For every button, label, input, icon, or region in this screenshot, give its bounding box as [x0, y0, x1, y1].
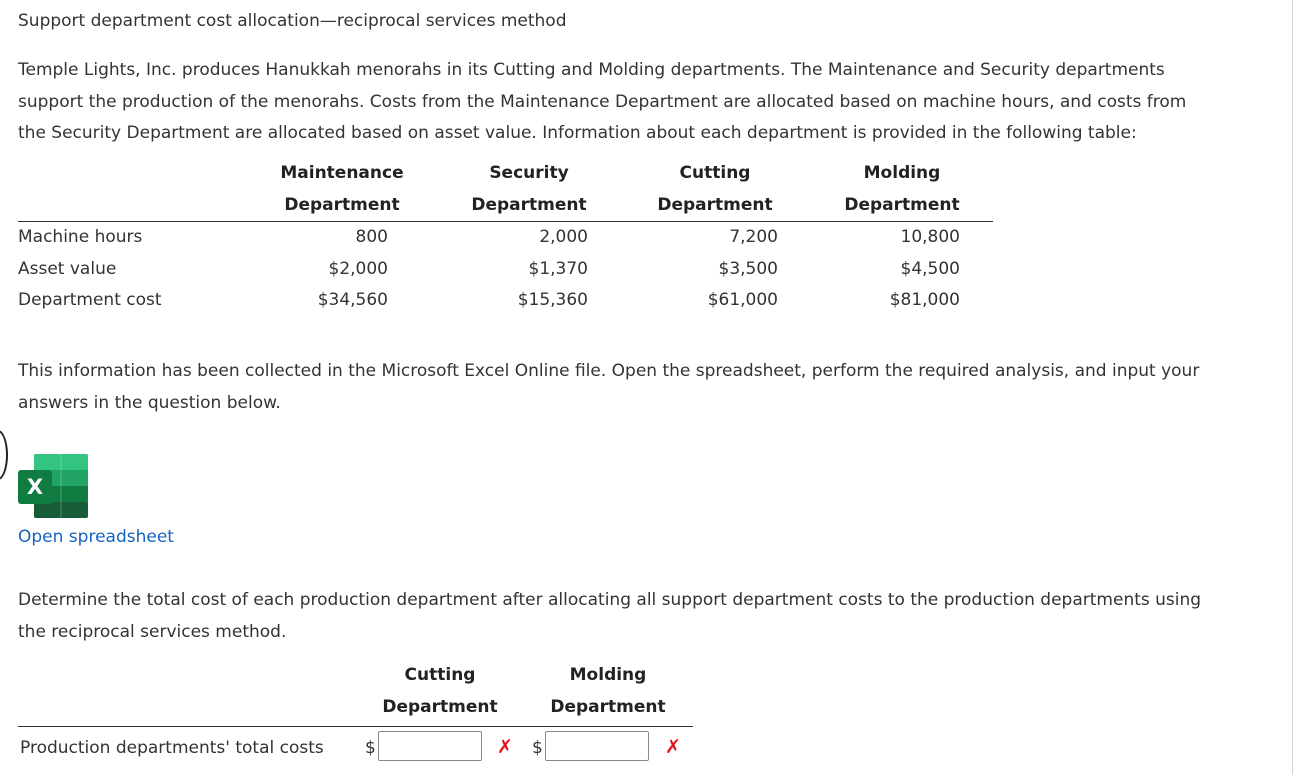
table-cell: 2,000: [539, 227, 588, 247]
row-label-department-cost: Department cost: [18, 290, 162, 310]
table-cell: $61,000: [707, 290, 778, 310]
excel-note-line: This information has been collected in the Microsoft Excel Online file. Open the spreadsheet, perform the required analysis, and input your: [18, 361, 1200, 381]
cutting-total-cost-input[interactable]: [378, 731, 482, 761]
table-header-rule: [18, 221, 993, 222]
table-cell: 10,800: [900, 227, 960, 247]
intro-line: Temple Lights, Inc. produces Hanukkah menorahs in its Cutting and Molding departments. The Maintenance and Security departments: [18, 60, 1165, 80]
question-paragraph: [18, 585, 1201, 648]
excel-icon-letter: X: [26, 475, 44, 499]
intro-line: support the production of the menorahs. Costs from the Maintenance Department are allocated based on machine hours, and costs from: [18, 91, 1187, 112]
table-cell: 7,200: [729, 227, 778, 247]
table-cell: $1,370: [528, 259, 588, 279]
answer-col-header-cutting: Cutting Department: [382, 665, 498, 717]
col-header-cutting: Cutting Department: [657, 163, 773, 215]
table-cell: $34,560: [317, 290, 388, 310]
incorrect-icon: ✗: [497, 736, 513, 758]
question-line: the reciprocal services method.: [18, 621, 287, 642]
table-cell: $81,000: [889, 290, 960, 310]
table-cell: $2,000: [328, 259, 388, 279]
excel-icon[interactable]: [18, 454, 90, 518]
excel-note-line: answers in the question below.: [18, 392, 281, 413]
table-cell: $4,500: [900, 259, 960, 279]
table-cell: $15,360: [517, 290, 588, 310]
molding-total-cost-input[interactable]: [545, 731, 649, 761]
currency-sign: $: [365, 738, 376, 758]
row-label-machine-hours: Machine hours: [18, 227, 143, 247]
question-line: Determine the total cost of each production department after allocating all support department costs to the production departments using: [18, 590, 1202, 610]
currency-sign: $: [532, 738, 543, 758]
incorrect-icon: ✗: [665, 736, 681, 758]
intro-line: the Security Department are allocated based on asset value. Information about each department is provided in the following table:: [18, 123, 1137, 143]
col-header-molding: Molding Department: [844, 163, 960, 215]
intro-paragraph: [18, 55, 1186, 150]
answer-col-header-molding: Molding Department: [550, 665, 666, 717]
col-header-maintenance: Maintenance Department: [280, 163, 404, 215]
page-title: Support department cost allocation—reciprocal services method: [18, 11, 567, 31]
row-label-asset-value: Asset value: [18, 259, 117, 279]
table-cell: 800: [355, 227, 388, 247]
table-cell: $3,500: [718, 259, 778, 279]
answer-row-label: Production departments' total costs: [20, 738, 324, 758]
edge-decoration: [0, 430, 8, 480]
col-header-security: Security Department: [471, 163, 587, 215]
open-spreadsheet-link[interactable]: Open spreadsheet: [18, 527, 174, 547]
answer-header-rule: [18, 726, 693, 727]
excel-note-paragraph: [18, 356, 1199, 419]
